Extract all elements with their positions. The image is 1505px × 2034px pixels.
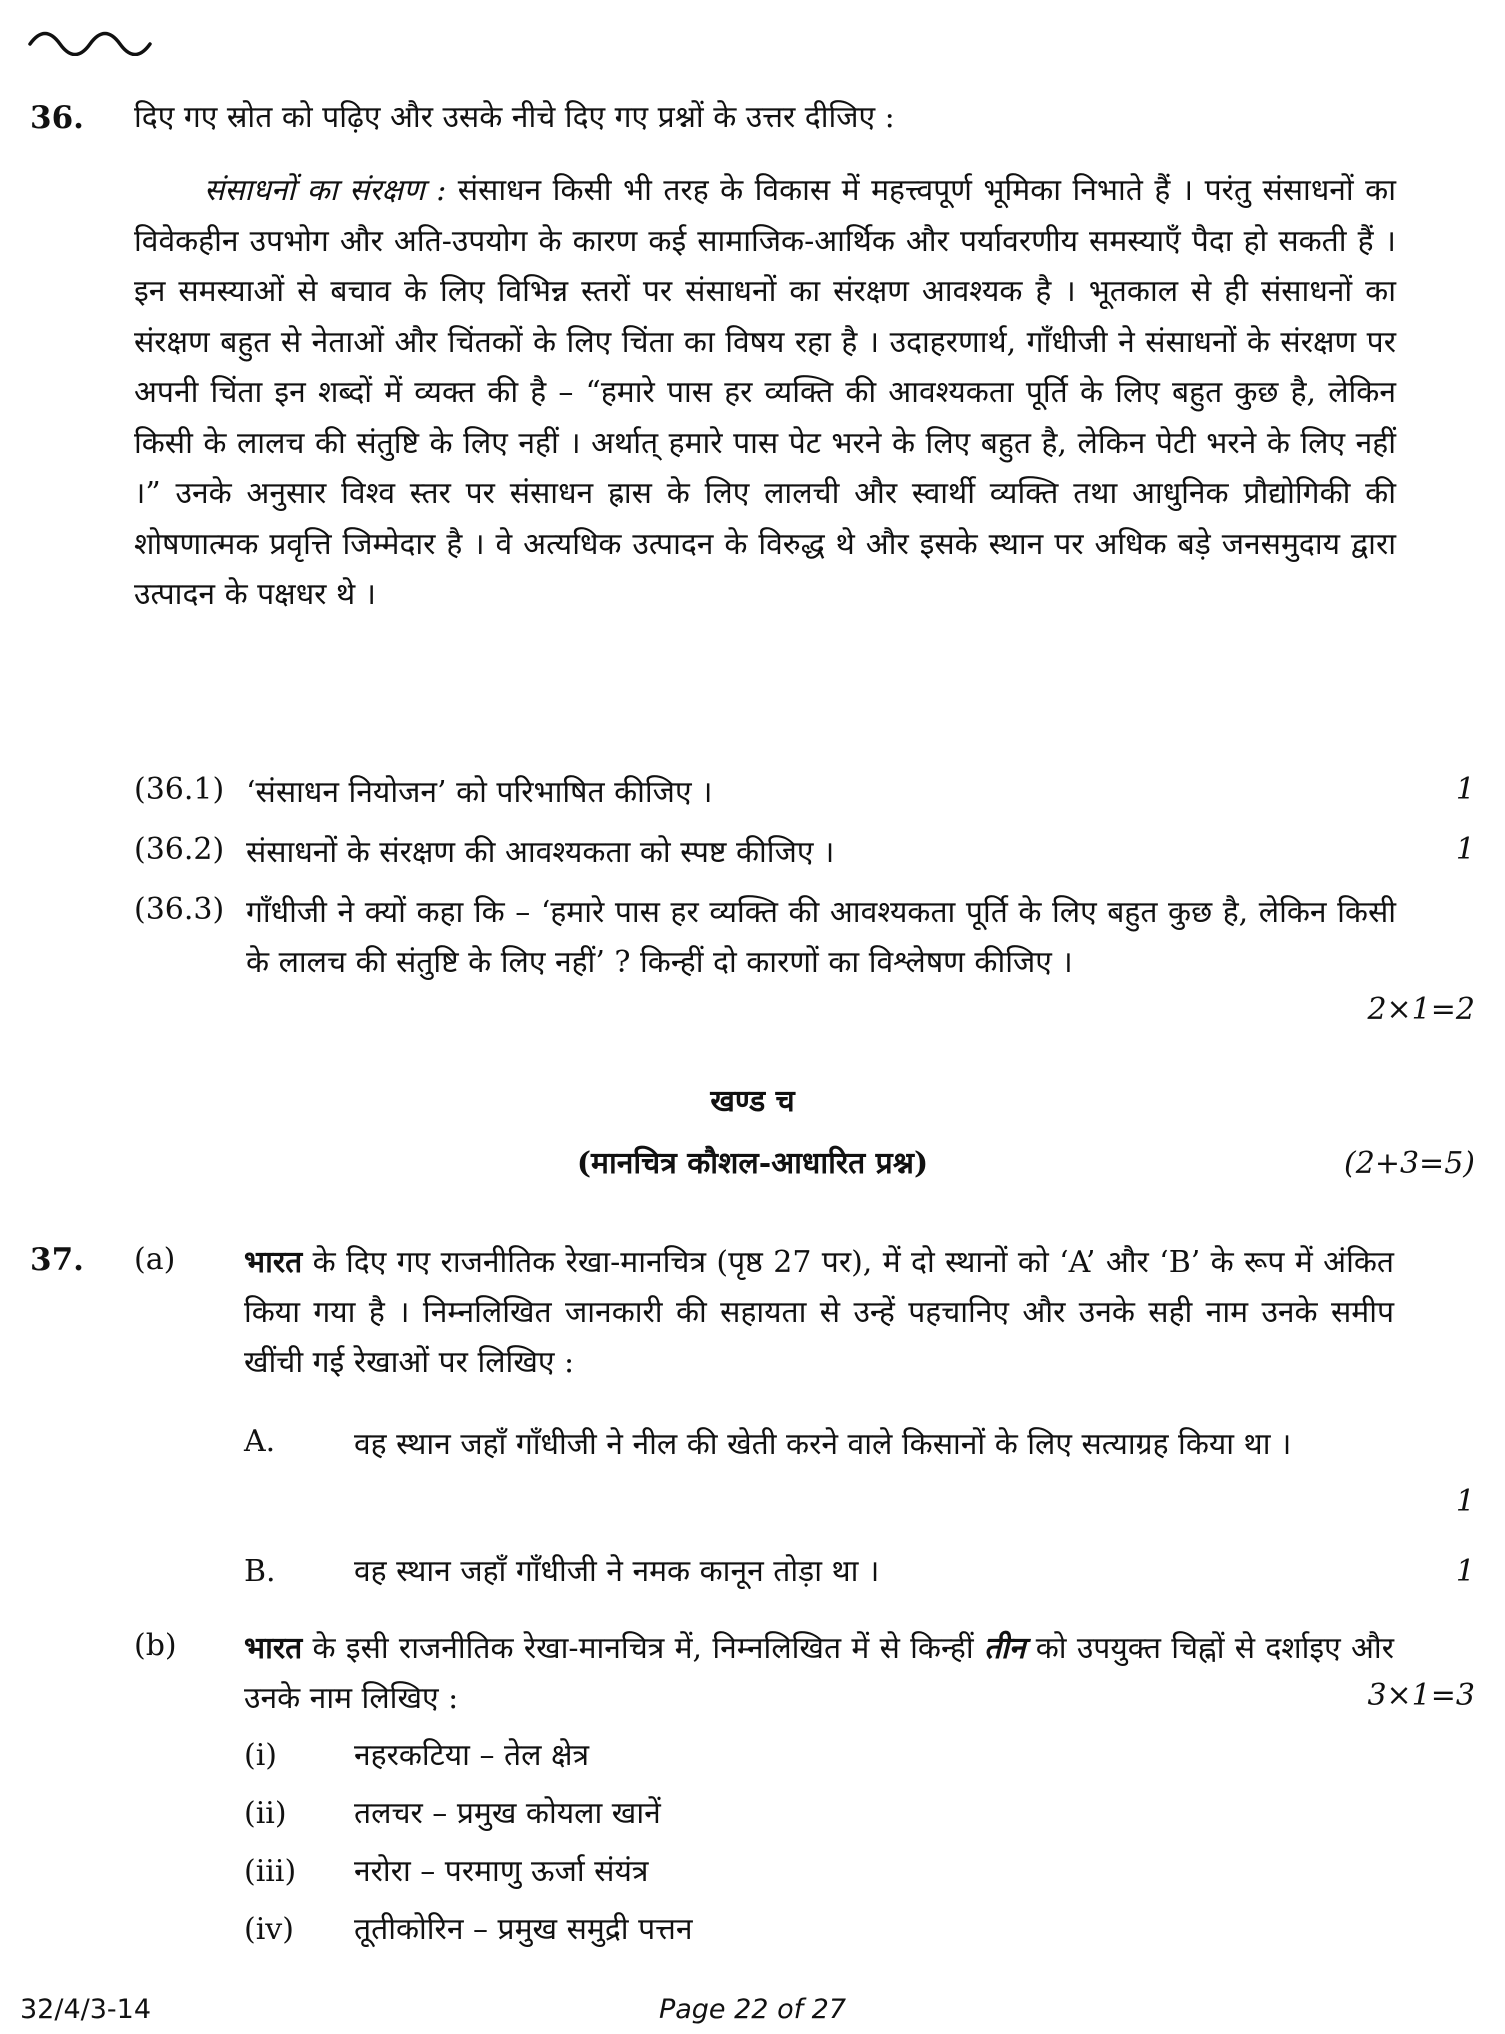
sub-question-number: (36.2) — [134, 832, 225, 867]
page-number: Page 22 of 27 — [658, 1994, 847, 2025]
part-b-body-2: को उपयुक्त चिह्नों से दर्शाइए और उनके नाम लिखिए : — [244, 1631, 1394, 1716]
sub-question-number: (36.3) — [134, 892, 225, 927]
option-number: (iii) — [244, 1854, 297, 1889]
sub-question-number: (36.1) — [134, 772, 225, 807]
part-a-text — [244, 1238, 1394, 1388]
item-A-text: वह स्थान जहाँ गाँधीजी ने नील की खेती करने वाले किसानों के लिए सत्याग्रह किया था । — [354, 1427, 1292, 1462]
part-b-body-1: के इसी राजनीतिक रेखा-मानचित्र में, निम्नलिखित में से किन्हीं — [302, 1631, 984, 1666]
question-36-instruction: दिए गए स्रोत को पढ़िए और उसके नीचे दिए गए प्रश्नों के उत्तर दीजिए : — [134, 100, 895, 135]
option-number: (i) — [244, 1738, 278, 1773]
option-text: तूतीकोरिन – प्रमुख समुद्री पत्तन — [354, 1912, 693, 1947]
part-a-label: (a) — [134, 1242, 176, 1277]
option-number: (ii) — [244, 1796, 287, 1831]
item-A-marks: 1 — [1455, 1484, 1475, 1519]
passage-title: संसाधनों का संरक्षण : — [204, 173, 447, 208]
item-B-text: वह स्थान जहाँ गाँधीजी ने नमक कानून तोड़ा था । — [354, 1554, 880, 1589]
question-37-number: 37. — [30, 1242, 84, 1278]
part-a-bold: भारत — [244, 1245, 303, 1280]
marks-36-3: 2×1=2 — [1367, 992, 1475, 1027]
option-text: नरोरा – परमाणु ऊर्जा संयंत्र — [354, 1854, 649, 1889]
section-title: खण्ड च — [710, 1084, 795, 1119]
item-B-marks: 1 — [1455, 1554, 1475, 1589]
option-text: नहरकटिया – तेल क्षेत्र — [354, 1738, 590, 1773]
marks-36-1: 1 — [1455, 772, 1475, 807]
part-b-bold: भारत — [244, 1631, 303, 1666]
passage-body: संसाधन किसी भी तरह के विकास में महत्त्वपूर्ण भूमिका निभाते हैं । परंतु संसाधनों का विवेकहीन उपभोग और अति-उपयोग के कारण कई सामाजिक-आर्थिक और पर्यावरणीय समस्याएँ पैदा हो सकती हैं । इन समस्याओं से बचाव के लिए विभिन्न स्तरों पर संसाधनों का संरक्षण आवश्यक है । भूतकाल से ही संसाधनों का संरक्षण बहुत से नेताओं और चिंतकों के लिए चिंता का विषय रहा है । उदाहरणार्थ, गाँधीजी ने संसाधनों के संरक्षण पर अपनी चिंता इन शब्दों में व्यक्त की है – “हमारे पास हर व्यक्ति की आवश्यकता पूर्ति के लिए बहुत कुछ है, लेकिन किसी के लालच की संतुष्टि के लिए नहीं । अर्थात् हमारे पास पेट भरने के लिए बहुत है, लेकिन पेटी भरने के लिए नहीं ।” उनके अनुसार विश्व स्तर पर संसाधन ह्रास के लिए लालची और स्वार्थी व्यक्ति तथा आधुनिक प्रौद्योगिकी की शोषणात्मक प्रवृत्ति जिम्मेदार है । वे अत्यधिक उत्पादन के विरुद्ध थे और इसके स्थान पर अधिक बड़े जनसमुदाय द्वारा उत्पादन के पक्षधर थे । — [134, 173, 1396, 612]
part-b-marks: 3×1=3 — [1367, 1678, 1475, 1713]
source-passage — [134, 166, 1396, 621]
wave-mark-icon — [26, 26, 156, 56]
section-subtitle: (मानचित्र कौशल-आधारित प्रश्न) — [576, 1146, 929, 1181]
paper-code: 32/4/3-14 — [20, 1994, 152, 2025]
item-A-label: A. — [244, 1424, 276, 1459]
sub-question-text: गाँधीजी ने क्यों कहा कि – ‘हमारे पास हर व्यक्ति की आवश्यकता पूर्ति के लिए बहुत कुछ है, लेकिन किसी के लालच की संतुष्टि के लिए नहीं’ ? किन्हीं दो कारणों का विश्लेषण कीजिए । — [246, 895, 1396, 980]
sub-question-text: ‘संसाधन नियोजन’ को परिभाषित कीजिए । — [246, 775, 713, 810]
part-b-text — [244, 1624, 1394, 1724]
marks-36-2: 1 — [1455, 832, 1475, 867]
option-text: तलचर – प्रमुख कोयला खानें — [354, 1796, 661, 1831]
section-marks: (2+3=5) — [1344, 1146, 1475, 1181]
option-number: (iv) — [244, 1912, 294, 1947]
part-a-body: के दिए गए राजनीतिक रेखा-मानचित्र (पृष्ठ 27 पर), में दो स्थानों को ‘A’ और ‘B’ के रूप में अंकित किया गया है । निम्नलिखित जानकारी की सहायता से उन्हें पहचानिए और उनके सही नाम उनके समीप खींची गई रेखाओं पर लिखिए : — [244, 1245, 1394, 1380]
sub-question-text: संसाधनों के संरक्षण की आवश्यकता को स्पष्ट कीजिए । — [246, 835, 835, 870]
part-b-emphasis: तीन — [983, 1631, 1026, 1666]
question-36-number: 36. — [30, 100, 84, 136]
item-B-label: B. — [244, 1554, 276, 1589]
part-b-label: (b) — [134, 1628, 177, 1663]
